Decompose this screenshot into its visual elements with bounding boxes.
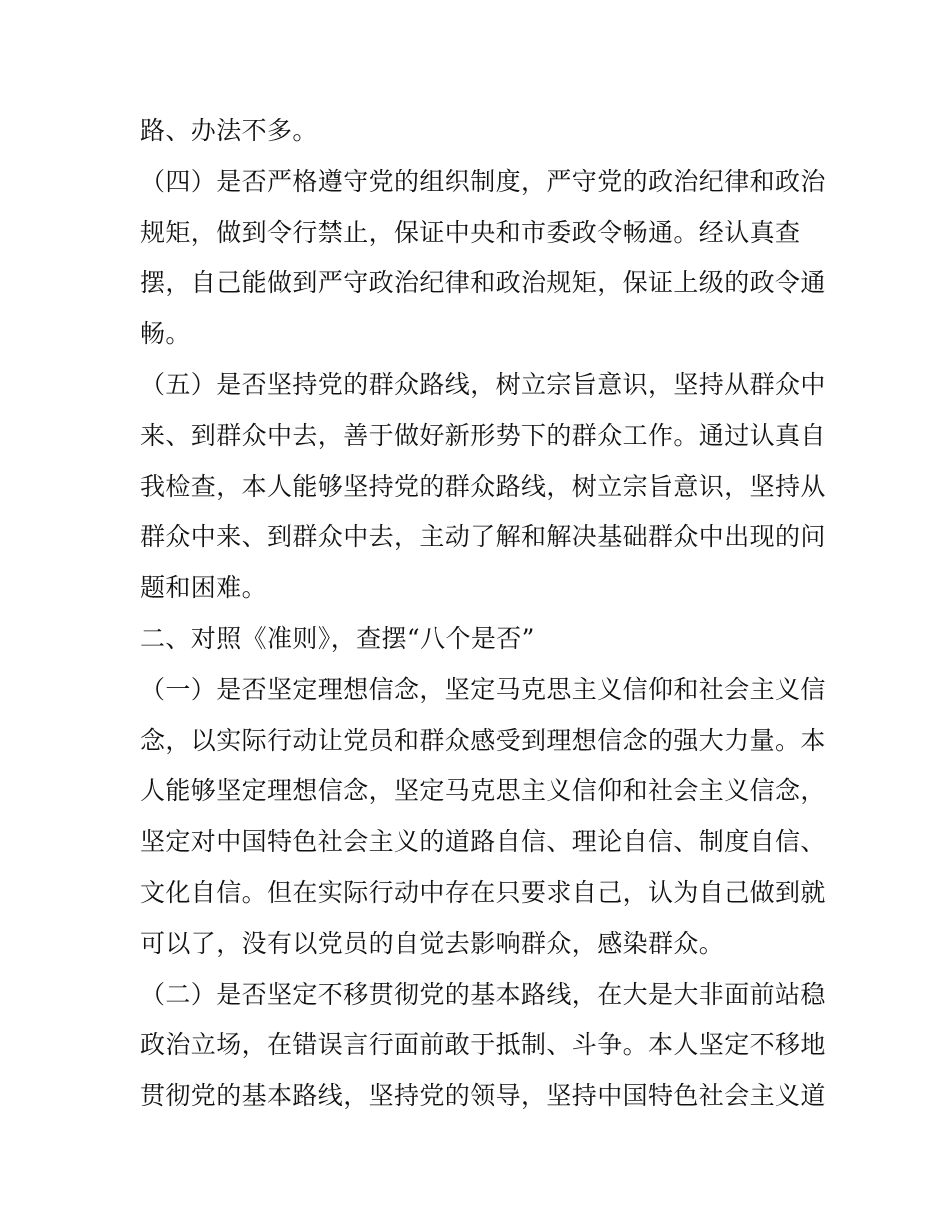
text-line: 坚定对中国特色社会主义的道路自信、理论自信、制度自信、 [140,827,826,857]
text-line: 贯彻党的基本路线，坚持党的领导，坚持中国特色社会主义道 [140,1081,826,1111]
section-heading: 二、对照《准则》，查摆“八个是否” [140,623,535,653]
text-line: （四）是否严格遵守党的组织制度，严守党的政治纪律和政治 [140,166,826,196]
text-line: 人能够坚定理想信念，坚定马克思主义信仰和社会主义信念， [140,776,826,806]
text-line: 文化自信。但在实际行动中存在只要求自己，认为自己做到就 [140,877,826,907]
text-line: 政治立场，在错误言行面前敢于抵制、斗争。本人坚定不移地 [140,1030,826,1060]
text-line: 题和困难。 [140,573,268,603]
text-line: （一）是否坚定理想信念，坚定马克思主义信仰和社会主义信 [140,674,826,704]
text-line: 路、办法不多。 [140,116,318,145]
text-line: 摆，自己能做到严守政治纪律和政治规矩，保证上级的政令通 [140,268,826,298]
text-line: 群众中来、到群众中去，主动了解和解决基础群众中出现的问 [140,522,826,552]
text-line: 念，以实际行动让党员和群众感受到理想信念的强大力量。本 [140,725,826,755]
document-body [140,106,826,1122]
text-line: 来、到群众中去，善于做好新形势下的群众工作。通过认真自 [140,420,826,450]
text-line: 我检查，本人能够坚持党的群众路线，树立宗旨意识，坚持从 [140,471,826,501]
text-line: （五）是否坚持党的群众路线，树立宗旨意识，坚持从群众中 [140,369,826,399]
text-line: （二）是否坚定不移贯彻党的基本路线，在大是大非面前站稳 [140,979,826,1009]
text-line: 可以了，没有以党员的自觉去影响群众，感染群众。 [140,928,725,958]
text-line: 规矩，做到令行禁止，保证中央和市委政令畅通。经认真查 [140,217,801,247]
text-line: 畅。 [140,319,191,349]
